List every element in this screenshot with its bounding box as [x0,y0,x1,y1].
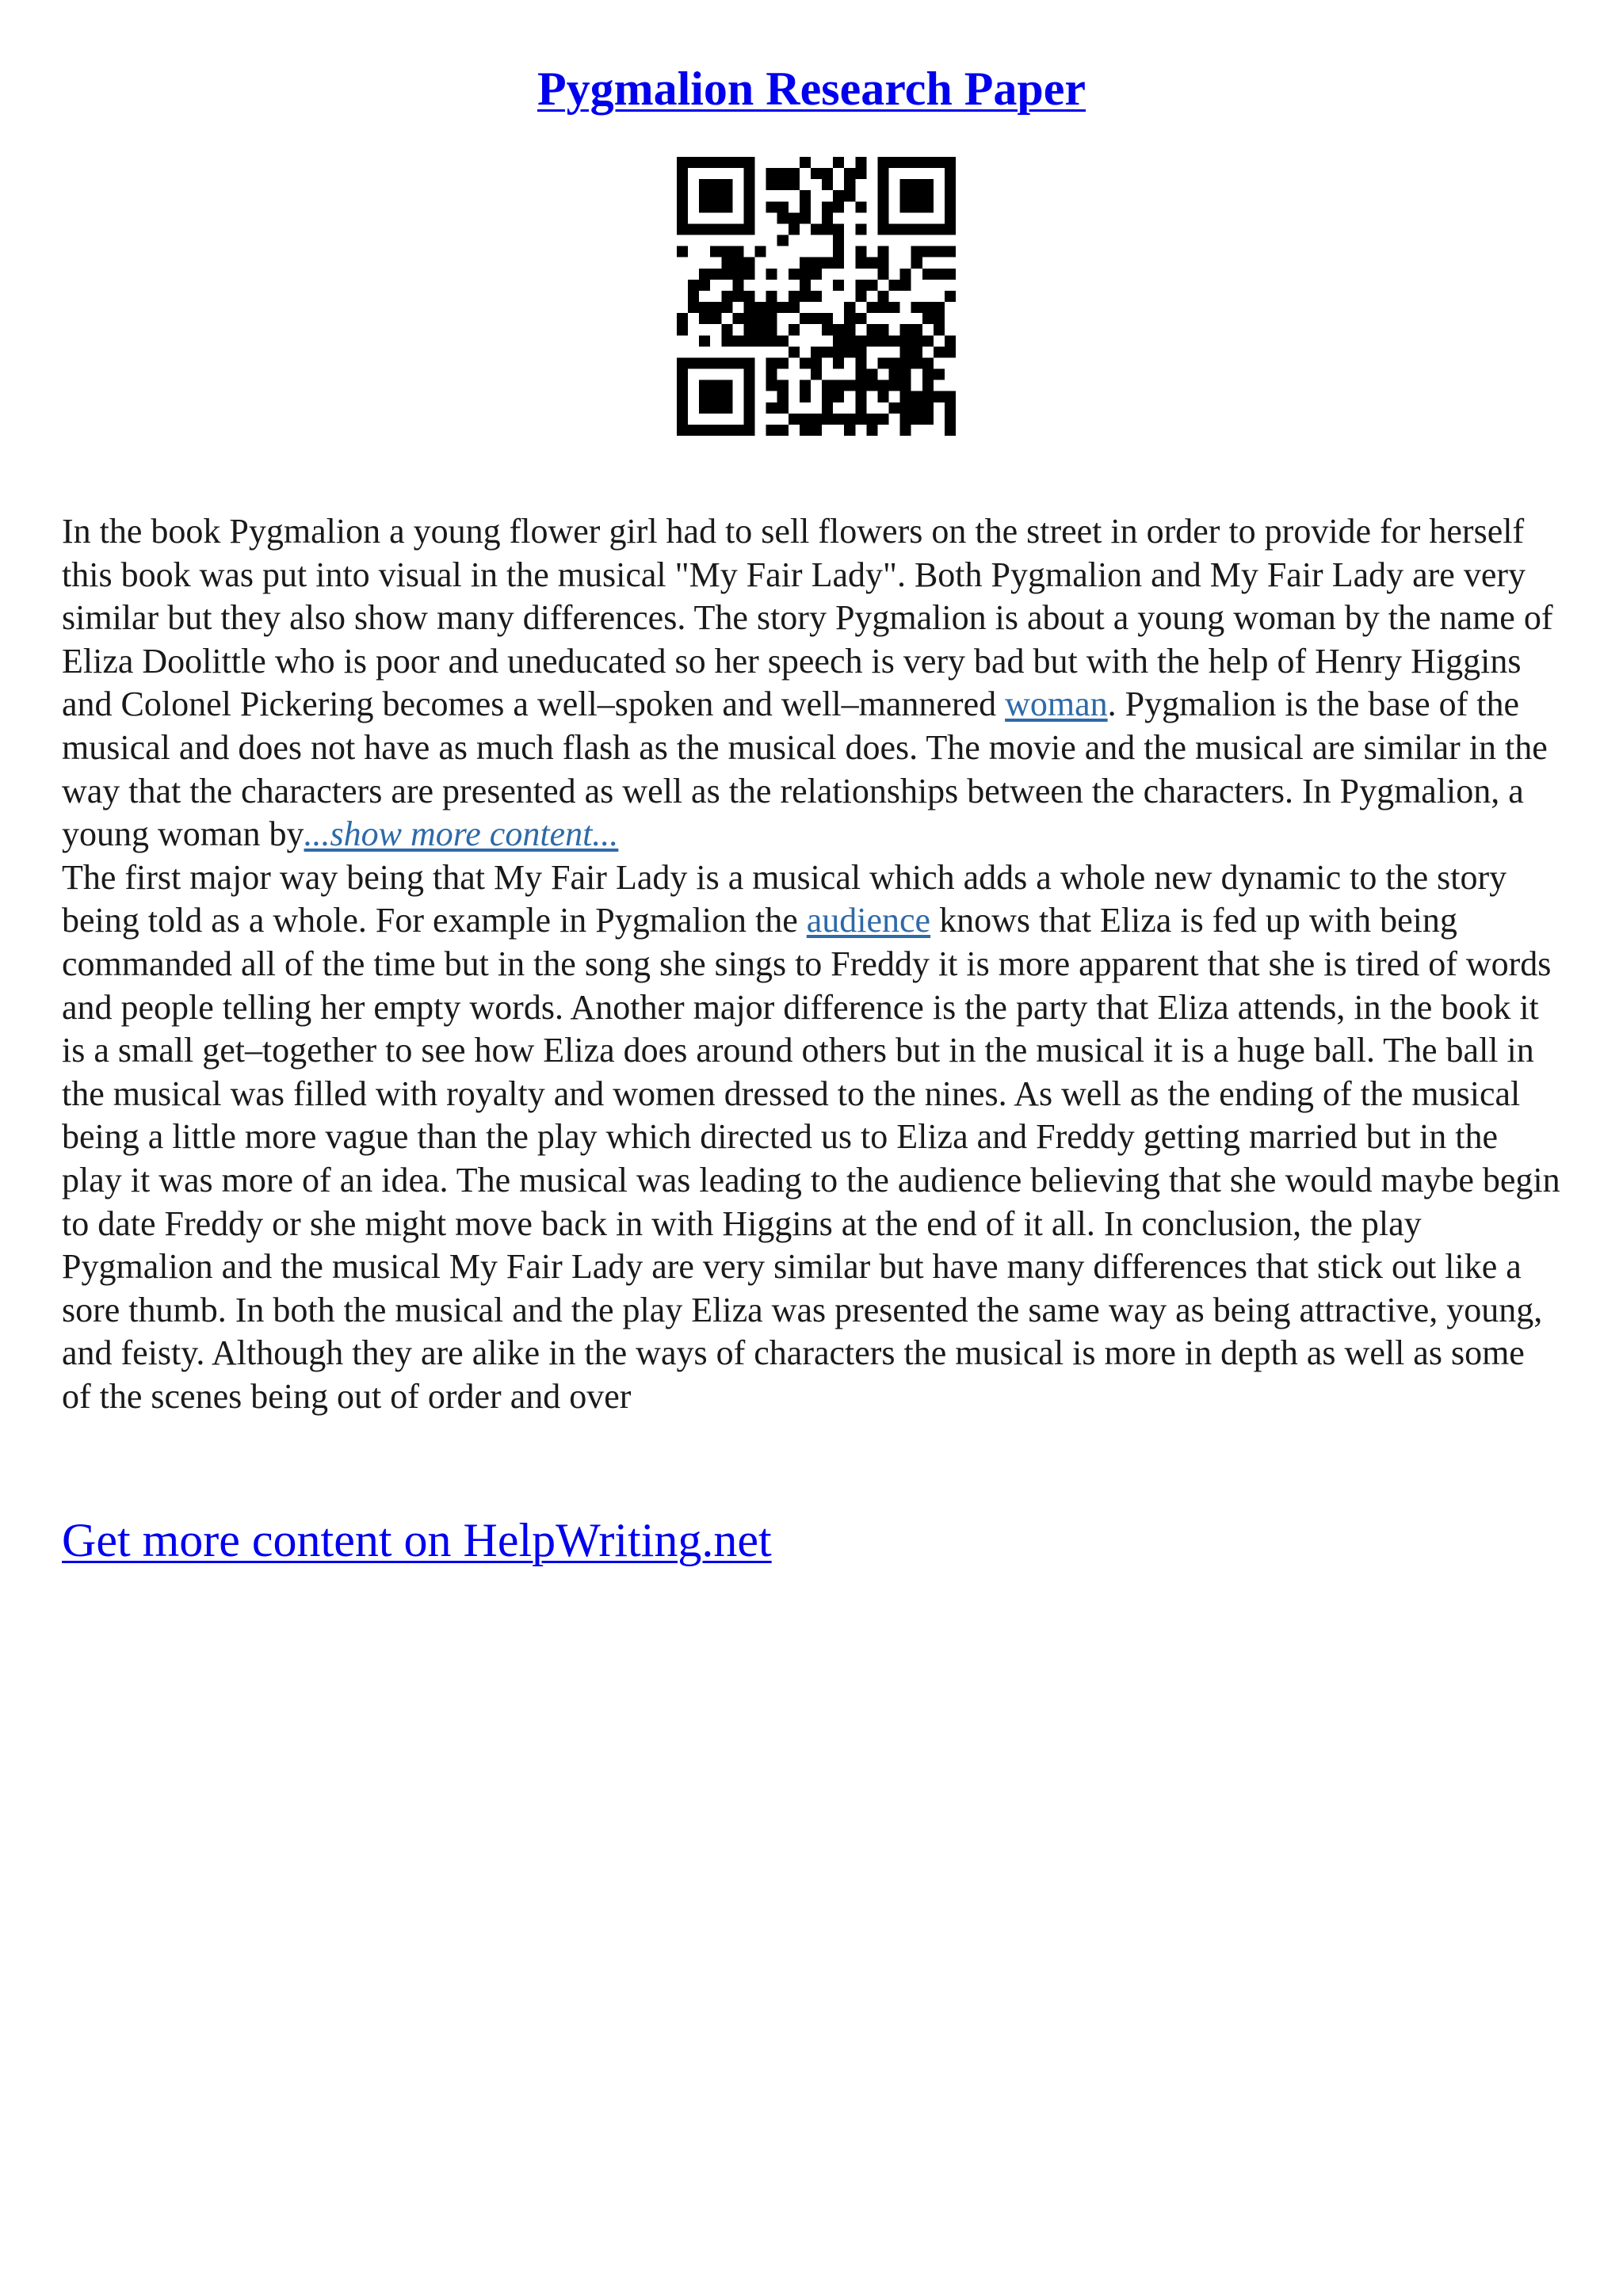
essay-text-part-4: knows that Eliza is fed up with being commanded all of the time but in the song she sings to Freddy it is more apparent that she is tired of words and people telling her empty words. Another major difference is the party that Eliza attends, in the book it is a small get–together to see how Eliza does around others but in the musical it is a huge ball. The ball in the musical was filled with royalty and women dressed to the nines. As well as the ending of the musical being a little more vague than the play which directed us to Eliza and Freddy getting married but in the play it was more of an idea. The musical was leading to the audience believing that she would maybe begin to date Freddy or she might move back in with Higgins at the end of it all. In conclusion, the play Pygmalion and the musical My Fair Lady are very similar but have many differences that stick out like a sore thumb. In both the musical and the play Eliza was presented the same way as being attractive, young, and feisty. Although they are alike in the ways of characters the musical is more in depth as well as some of the scenes being out of order and over [62,901,1560,1416]
page-title [0,57,1623,120]
woman-link[interactable]: woman [1005,685,1108,724]
essay-text-part-3: The first major way being that My Fair Lady is a musical which adds a whole new dynamic to the story being told as a whole. For example in Pygmalion the [62,857,1507,940]
footer [62,1510,772,1570]
audience-link[interactable]: audience [806,901,931,940]
qr-code-icon [677,157,956,436]
helpwriting-link[interactable]: Get more content on HelpWriting.net [62,1514,772,1566]
essay-text-part-1: In the book Pygmalion a young flower girl had to sell flowers on the street in order to provide for herself this book was put into visual in the musical "My Fair Lady". Both Pygmalion and My Fair Lady are very similar but they also show many differences. The story Pygmalion is about a young woman by the name of Eliza Doolittle who is poor and uneducated so her speech is very bad but with the help of Henry Higgins and Colonel Pickering becomes a well–spoken and well–mannered [62,512,1553,724]
title-link[interactable]: Pygmalion Research Paper [537,63,1086,115]
essay-text-part-2: . Pygmalion is the base of the musical and does not have as much flash as the musical does. The movie and the musical are similar in the way that the characters are presented as well as the relationships between the characters. In Pygmalion, a young woman by [62,685,1548,854]
essay-paragraph [62,510,1561,1418]
show-more-link[interactable]: ...show more content... [304,814,619,854]
